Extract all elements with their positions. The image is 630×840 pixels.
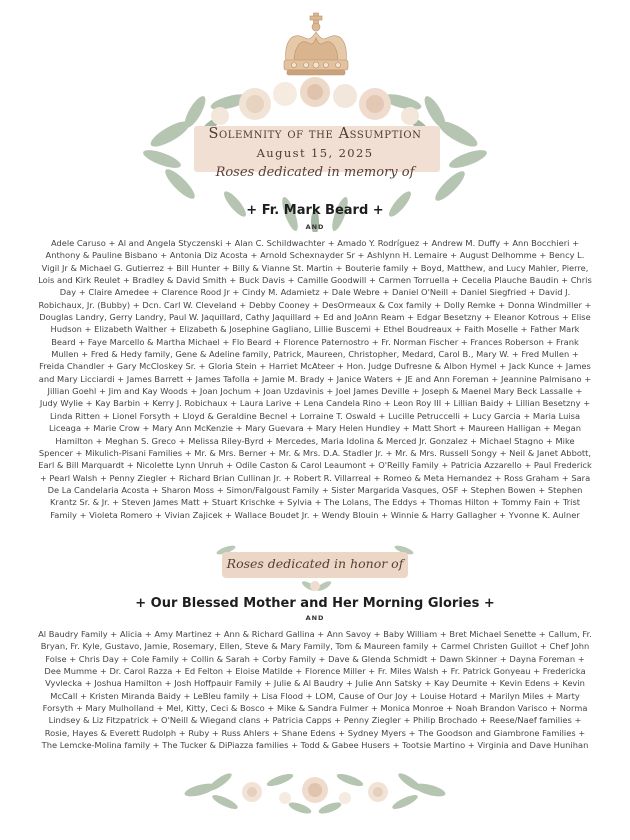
memory-names-list: Adele Caruso + Al and Angela Styczenski + Alan C. Schildwachter + Amado Y. Rodríguez + Andrew M. Duffy + Ann Bocchieri + Anthony & Pauline Bisbano + Antonia Diz Acosta + Arnold Schexnayder Sr + Ashlynn H. Lemaire + August Delhomme + Bency L. Vigil Jr & Michael G. Gutierrez + Bill Hunter + Billy & Vianne St. Martin + Bouterie family + Boyd, Matthew, and Lucy Mahler, Pierre, Lois and Kirk Reulet + Bradley & David Smith + Buck Davis + Camille Goodwill + Carmen Torruella + Cecelia Plauche Baudin + Chris Day + Claire Amedee + Clarence Rood Jr + Cindy M. Adamietz + Dale Webre + Daniel O'Neill + Daniel Siegfried + David J. Robichaux, Jr. (Bubby) + Dcn. Carl W. Cleveland + Debby Cooney + DesOrmeaux & Cox family + Dolly Remke + Donna Windmiller + Douglas Landry, Gerry Landry, Paul W. Jaquillard, Cathy Jaquillard + Ed and JoAnn Ream + Edgar Besetzny + Eleanor Kotrous + Elise Hudson + Elizabeth Walther + Elizabeth & Josephine Gagliano, Lillie Buscemi + Ethel Boudreaux + Faith Moselle + Father Mark Beard + Faye Marcello & Martha Michael + Flo Beard + Florence Paternostro + Fr. Norman Fischer + Frances Roberson + Frank Mullen + Fred & Hedy family, Gene & Adeline family, Patrick, Maureen, Christopher, Medard, Carol B., Mary W. + Fred Mullen + Freida Chandler + Gary McCloskey Sr. + Gloria Stein + Harriet McAteer + Hon. Judge Dufresne & Albon Hymel + Jack Kunce + James and Mary Licciardi + James Barrett + James Tafolla + Jamie M. Brady + Janice Waters + JE and Ann Foreman + Jeannine Palmisano + Jillian Goehl + Jim and Kay Woods + Joan Jochum + Joan Uzdavinis + Joel James Deville + Joseph & Maenel Mary Beck Lassalle + Judy Wylie + Kay Barbin + Kerry J. Robichaux + Laura Larive + Lena Candela Rino + Leon Roy III + Lillian Baidy + Lillian Besetzny + Linda Ritten + Lionel Forsyth + Lloyd & Geraldine Becnel + Lorraine T. Oswald + Lucille Petruccelli + Lucy Garcia + Maria Luisa Liceaga + Marie Crow + Mary Ann McKenzie + Mary Guevara + Mary Helen Hundley + Matt Short + Maureen Halligan + Megan Hamilton + Meghan S. Greco + Melissa Riley-Byrd + Mercedes, Maria Idolina & Merced Jr. Gonzalez + Michael Stagno + Mike Spencer + Mikulich-Pisani Families + Mr. & Mrs. Berner + Mr. & Mrs. D.A. Stadler Jr. + Mr. & Mrs. Russell Songy + Neil & Janet Abbott, Earl & Bill Marquardt + Nicolette Lynn Unruh + Odile Caston & Carol Leaumont + O'Reilly Family + Patricia Azzarello + Paul Frederick + Pearl Walsh + Penny Ziegler + Richard Brian Cullinan Jr. + Robert R. Villarreal + Romeo & Meta Hernandez + Ross Graham + Sara De La Candelaria Acosta + Sharon Moss + Simon/Falgoust Family + Sister Margarida Vasques, OSF + Stephen Bowen + Stephen Krantz Sr. & Jr. + Steven James Matt + Stuart Krischke + Sylvia + The Lolans, The Eddys + Thomas Hilton + Tommy Fain + Trist Family + Violeta Romero + Vivian Zajicek + Wallace Boudet Jr. + Wendy Blouin + Winnie & Harry Gallagher + Yvonne K. Aulner (38, 238, 592, 520)
event-date: August 15, 2025 (256, 146, 374, 160)
memory-featured-name: + Fr. Mark Beard + (246, 203, 384, 218)
honor-featured-name: + Our Blessed Mother and Her Morning Glories + (135, 596, 495, 611)
footer-garland-icon (180, 760, 450, 822)
memory-heading: Roses dedicated in memory of (215, 165, 415, 180)
event-title: Solemnity of the Assumption (208, 126, 422, 142)
memory-and-label: AND (305, 223, 325, 231)
honor-names-list: Al Baudry Family + Alicia + Amy Martinez + Ann & Richard Gallina + Ann Savoy + Baby William + Bret Michael Senette + Callum, Fr. Bryan, Fr. Kyle, Gustavo, Jamie, Rosemary, Ellen, Steve & Mary Family, Tom & Maureen family + Carmel Christen Guillot + Chef John Folse + Chris Day + Cole Family + Collin & Sarah + Corby Family + Dave & Glenda Schmidt + Dawn Skinner + Dayna Foreman + Dee Mumme + Dr. Carol Razza + Ed Felton + Eloise Matilde + Florence Miller + Fr. Miles Walsh + Fr. Patrick Gonyeau + Fredericka Vyvlecka + Joshua Hamilton + Josh Hoffpauir Family + Julie & Al Baudry + Julie Ann Satsky + Kay Deumite + Kevin Edens + Kevin McCall + Kristen Miranda Baidy + LeBleu family + Lisa Flood + LOM, Cause of Our Joy + Louise Hotard + Marilyn Miles + Marty Forsyth + Mary Mulholland + Mel, Kitty, Ceci & Bosco + Mike & Sandra Fulmer + Monica Monroe + Noah Brandon Varisco + Norma Lindsey & Liz Fitzpatrick + O'Neill & Wiegand clans + Patricia Capps + Penny Ziegler + Philip Brochado + Reese/Naef families + Rosie, Hayes & Everett Rudolph + Ruby + Russ Ahlers + Shane Edens + Sydney Myers + The Goodson and Giambrone Families + The Lemcke-Molina family + The Tucker & DiPiazza families + Todd & Gabee Husers + Tootsie Martino + Virginia and Dave Hunihan (38, 629, 592, 751)
honor-heading: Roses dedicated in honor of (226, 556, 404, 571)
honor-and-label: AND (305, 614, 325, 622)
